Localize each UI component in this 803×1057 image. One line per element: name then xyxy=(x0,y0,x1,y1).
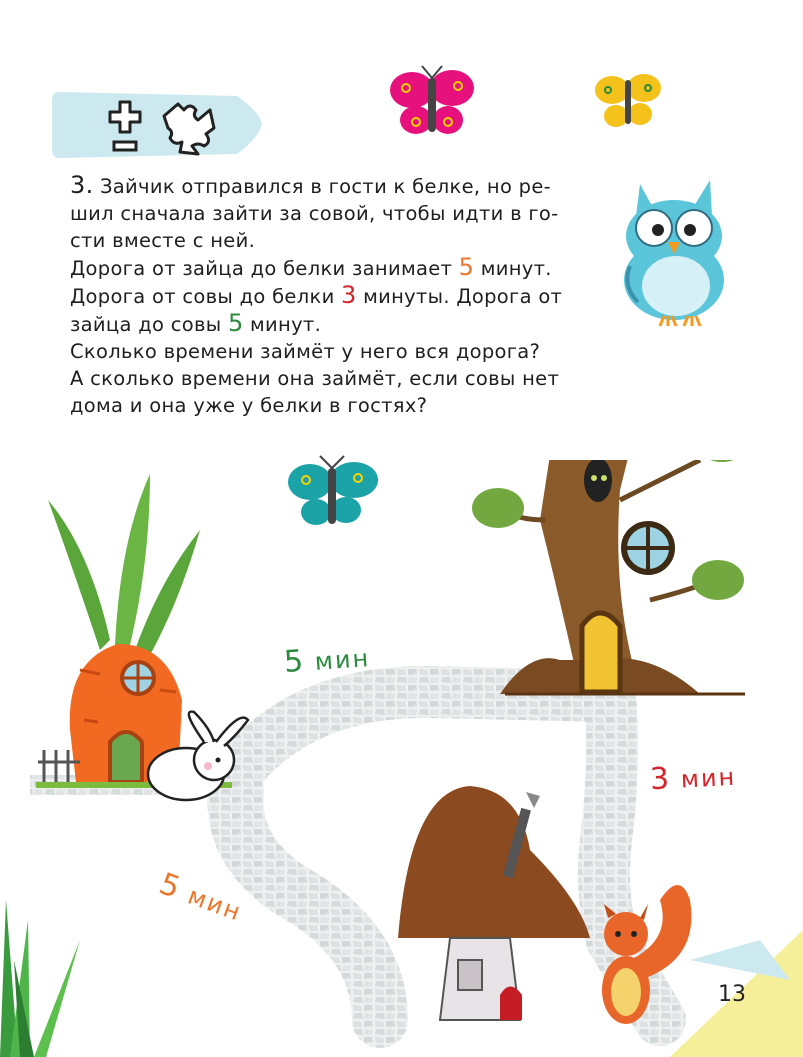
plus-minus-icon xyxy=(102,98,152,156)
question-2-line-1: А сколько времени она займёт, если совы нет xyxy=(70,367,560,390)
butterfly-icon xyxy=(592,68,664,134)
problem-line-4: Дорога от зайца до белки занимает 5 минут. xyxy=(70,253,552,281)
header-tab xyxy=(52,92,262,160)
grass-icon xyxy=(0,900,80,1057)
problem-text xyxy=(70,172,595,419)
number-five-orange: 5 xyxy=(458,253,475,281)
puzzle-icon xyxy=(158,98,216,156)
question-1: Сколько времени займёт у него вся дорога? xyxy=(70,340,541,363)
problem-number: 3. xyxy=(70,171,94,199)
number-five-green: 5 xyxy=(227,309,244,337)
problem-line-6: зайца до совы 5 минут. xyxy=(70,309,322,337)
route-label-top: 5 мин xyxy=(282,643,372,680)
route-label-left: 5 мин xyxy=(154,866,246,927)
problem-line-3: сти вместе с ней. xyxy=(70,229,256,252)
question-2-line-2: дома и она уже у белки в гостях? xyxy=(70,394,428,417)
map-scene xyxy=(0,460,803,1057)
problem-line-2: шил сначала зайти за совой, чтобы идти в го- xyxy=(70,202,559,225)
problem-line-5: Дорога от совы до белки 3 минуты. Дорога от xyxy=(70,281,563,309)
route-label-right: 3 мин xyxy=(649,761,737,798)
owl-icon xyxy=(618,176,728,330)
page-number: 13 xyxy=(718,982,746,1007)
butterfly-icon xyxy=(386,64,478,140)
mushroom-house-icon xyxy=(398,786,590,1020)
tree-house-icon xyxy=(472,460,750,694)
number-three-red: 3 xyxy=(341,281,357,309)
problem-line-1: 3. Зайчик отправился в гости к белке, но ре- xyxy=(70,171,551,199)
